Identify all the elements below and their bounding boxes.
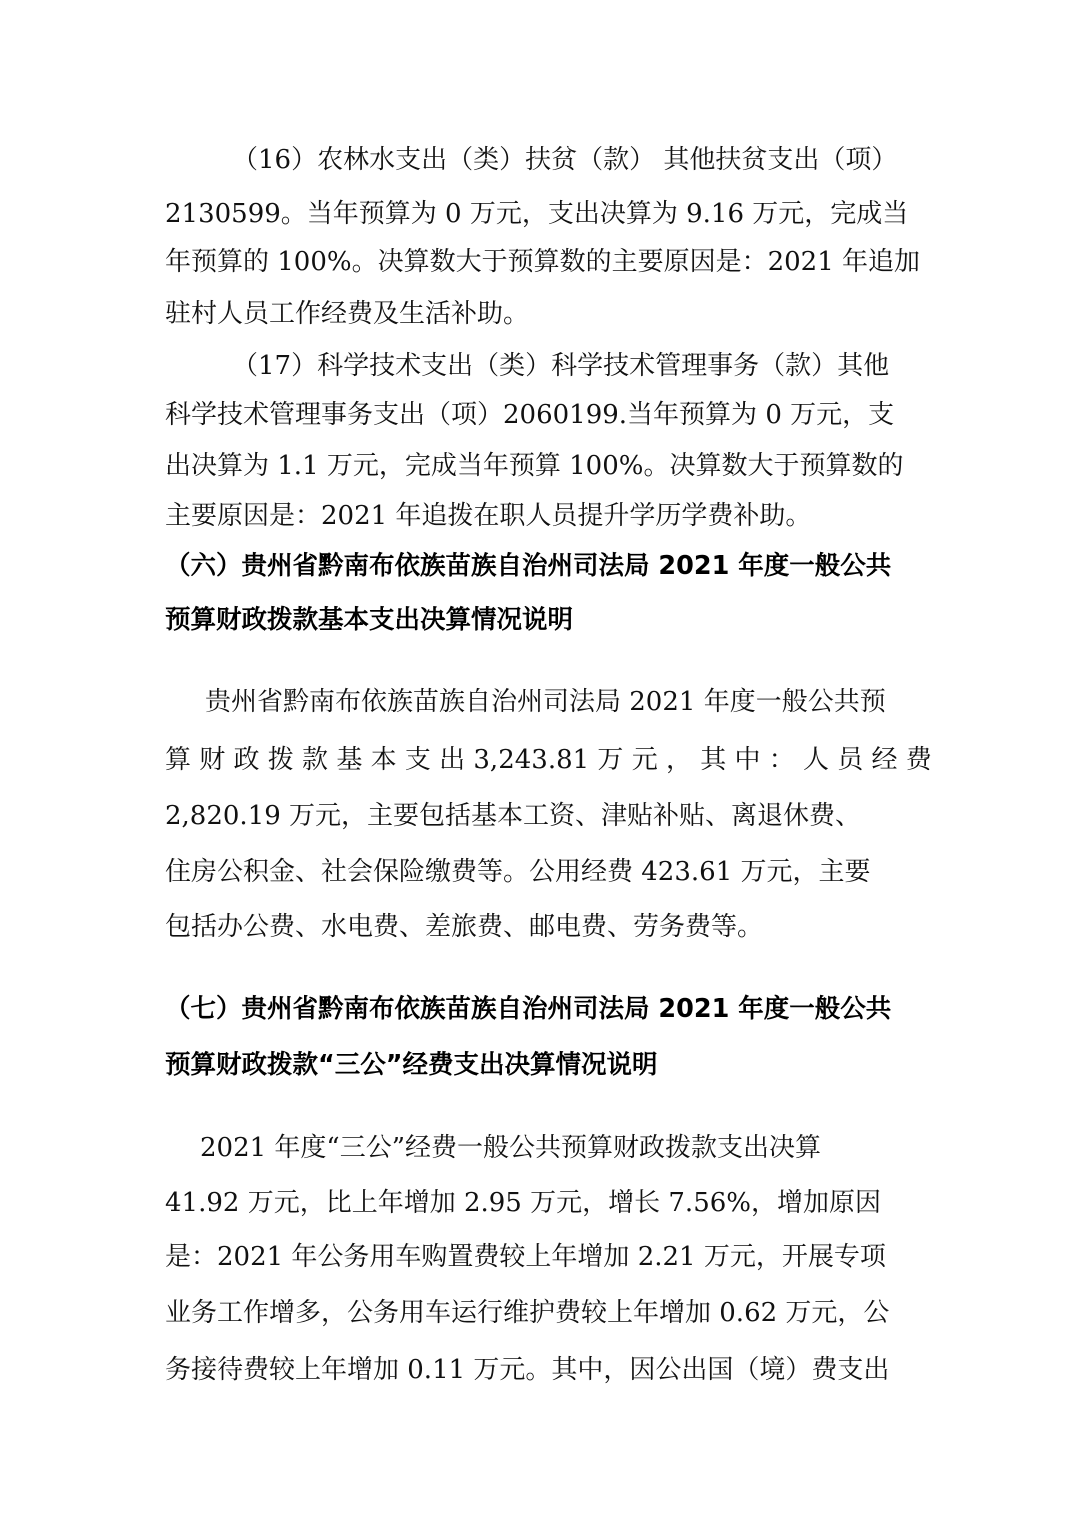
- section-6-heading-line-1: （六）贵州省黔南布依族苗族自治州司法局 2021 年度一般公共: [165, 551, 892, 581]
- section-6-heading-line-2: 预算财政拨款基本支出决算情况说明: [165, 605, 574, 635]
- section-7-para-line-3: 是：2021 年公务用车购置费较上年增加 2.21 万元，开展专项: [165, 1242, 886, 1272]
- section-7-heading-line-1: （七）贵州省黔南布依族苗族自治州司法局 2021 年度一般公共: [165, 994, 892, 1024]
- section-6-para-line-4: 住房公积金、社会保险缴费等。公用经费 423.61 万元，主要: [165, 857, 871, 887]
- item17-line-3: 出决算为 1.1 万元，完成当年预算 100%。决算数大于预算数的: [165, 451, 904, 481]
- item16-line-3: 年预算的 100%。决算数大于预算数的主要原因是：2021 年追加: [165, 247, 921, 277]
- section-7-para-line-2: 41.92 万元，比上年增加 2.95 万元，增长 7.56%，增加原因: [165, 1188, 881, 1218]
- section-7-para-line-4: 业务工作增多，公务用车运行维护费较上年增加 0.62 万元，公: [165, 1298, 890, 1328]
- section-6-para-line-2: 算 财 政 拨 款 基 本 支 出 3,243.81 万 元 ， 其 中 ： 人 员 经 费: [165, 745, 932, 775]
- item16-line-2: 2130599。当年预算为 0 万元，支出决算为 9.16 万元，完成当: [165, 199, 909, 229]
- item16-line-4: 驻村人员工作经费及生活补助。: [165, 299, 530, 329]
- section-6-para-line-5: 包括办公费、水电费、差旅费、邮电费、劳务费等。: [165, 912, 764, 942]
- section-6-para-line-1: 贵州省黔南布依族苗族自治州司法局 2021 年度一般公共预: [205, 687, 886, 717]
- section-7-heading-line-2: 预算财政拨款“三公”经费支出决算情况说明: [165, 1050, 658, 1080]
- item17-line-4: 主要原因是：2021 年追拨在职人员提升学历学费补助。: [165, 501, 812, 531]
- section-6-para-line-3: 2,820.19 万元，主要包括基本工资、津贴补贴、离退休费、: [165, 801, 862, 831]
- section-7-para-line-1: 2021 年度“三公”经费一般公共预算财政拨款支出决算: [200, 1133, 822, 1163]
- item16-line-1: （16）农林水支出（类）扶贫（款） 其他扶贫支出（项）: [232, 145, 898, 175]
- section-7-para-line-5: 务接待费较上年增加 0.11 万元。其中，因公出国（境）费支出: [165, 1355, 890, 1385]
- item17-line-2: 科学技术管理事务支出（项）2060199.当年预算为 0 万元，支: [165, 400, 895, 430]
- item17-line-1: （17）科学技术支出（类）科学技术管理事务（款）其他: [232, 351, 890, 381]
